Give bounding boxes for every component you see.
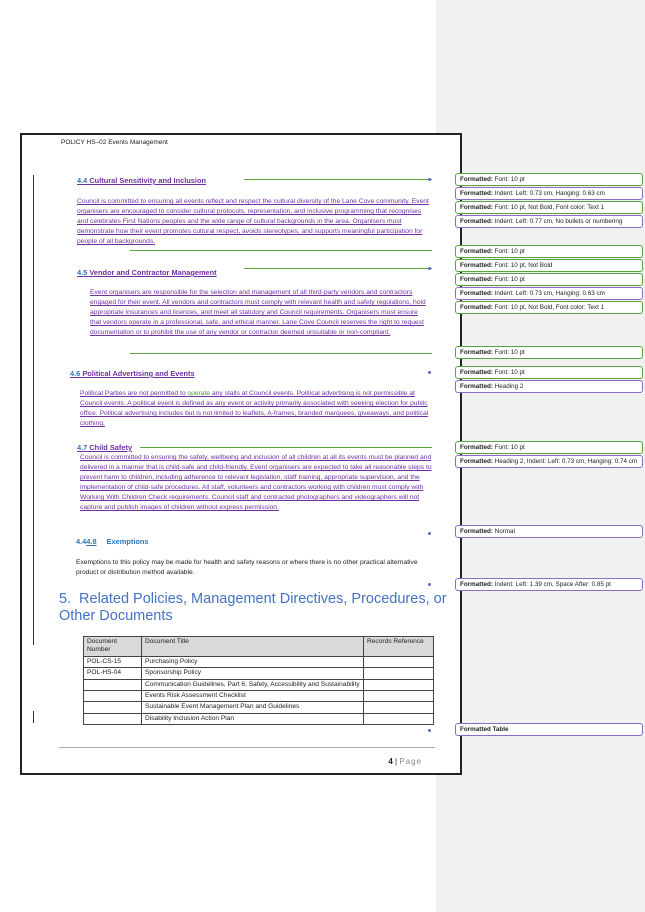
format-balloon[interactable] — [455, 173, 643, 186]
balloon-label: Formatted: — [460, 276, 493, 283]
table-cell — [364, 679, 434, 690]
balloon-label: Formatted: — [460, 290, 493, 297]
format-balloon[interactable] — [455, 187, 643, 200]
table-row — [84, 713, 434, 724]
section-title: Vendor and Contractor Management — [89, 268, 217, 277]
page-number-value: 4 — [388, 757, 393, 766]
comment-leader — [130, 250, 432, 251]
table-row — [84, 702, 434, 713]
comment-leader — [140, 447, 432, 448]
exemptions-heading — [76, 537, 149, 546]
table-cell — [84, 691, 142, 702]
balloon-detail: Font: 10 pt — [494, 176, 525, 183]
section-number: 4.6 — [70, 369, 81, 378]
comment-anchor — [428, 371, 431, 374]
table-cell — [364, 668, 434, 679]
column-header: Document Title — [142, 637, 364, 657]
balloon-detail: Indent: Left: 0.73 cm, Hanging: 0.63 cm — [494, 290, 605, 297]
table-cell — [364, 713, 434, 724]
section-4-4-heading — [77, 176, 206, 185]
related-documents-table — [83, 636, 434, 725]
column-header: Records Reference — [364, 637, 434, 657]
table-row — [84, 679, 434, 690]
section-5-heading — [59, 591, 449, 625]
body-text: any stalls at Council events. Political advertising is not permissible at Council events. A political event is defined as any event or activity primarily associated with seeking election for public office. Political advertising includes but is not limited to leaflets, A-frames, branded marquees, giveaways, and political clothing. — [80, 390, 429, 428]
balloon-label: Formatted: — [460, 349, 493, 356]
comment-anchor — [428, 729, 431, 732]
inserted-number: 4.8 — [86, 537, 97, 546]
table-cell — [364, 656, 434, 667]
table-row — [84, 691, 434, 702]
section-number: 4.7 — [77, 443, 88, 452]
format-balloon[interactable] — [455, 215, 643, 228]
balloon-detail: Heading 2 — [494, 383, 524, 390]
balloon-detail: Font: 10 pt — [494, 248, 525, 255]
section-number: 4.5 — [77, 268, 88, 277]
format-balloon[interactable] — [455, 245, 643, 258]
table-cell — [84, 679, 142, 690]
section-title: Cultural Sensitivity and Inclusion — [89, 176, 206, 185]
format-balloon[interactable] — [455, 201, 643, 214]
balloon-label: Formatted: — [460, 458, 493, 465]
balloon-detail: Font: 10 pt, Not Bold, Font color: Text 1 — [494, 304, 605, 311]
format-balloon[interactable] — [455, 380, 643, 393]
change-bar — [33, 711, 34, 723]
table-cell — [84, 713, 142, 724]
change-bar — [33, 175, 34, 645]
comment-anchor — [428, 532, 431, 535]
table-cell: Events Risk Assessment Checklist — [142, 691, 364, 702]
table-cell: Disability Inclusion Action Plan — [142, 713, 364, 724]
table-cell: Sponsorship Policy — [142, 668, 364, 679]
balloon-detail: Font: 10 pt — [494, 444, 525, 451]
document-page — [20, 133, 462, 775]
balloon-label: Formatted: — [460, 304, 493, 311]
section-title: Related Policies, Management Directives, Procedures, or Other Documents — [59, 591, 447, 624]
table-header-row — [84, 637, 434, 657]
format-balloon[interactable] — [455, 259, 643, 272]
table-row — [84, 656, 434, 667]
balloon-label: Formatted: — [460, 528, 493, 535]
comment-anchor — [428, 267, 431, 270]
balloon-label: Formatted: — [460, 262, 493, 269]
table-cell: Purchasing Policy — [142, 656, 364, 667]
comment-anchor — [428, 583, 431, 586]
section-4-5-heading — [77, 268, 217, 277]
balloon-label: Formatted: — [460, 369, 493, 376]
section-title: Political Advertising and Events — [82, 369, 195, 378]
balloon-label: Formatted: — [460, 176, 493, 183]
page-label: Page — [399, 757, 422, 766]
balloon-detail: Indent: Left: 0.73 cm, Hanging: 0.63 cm — [494, 190, 605, 197]
balloon-label: Formatted: — [460, 204, 493, 211]
section-number: 4.4 — [77, 176, 88, 185]
table-cell — [84, 702, 142, 713]
comment-anchor — [428, 178, 431, 181]
page-header: POLICY HS–02 Events Management — [61, 139, 168, 146]
table-cell: POL-HS-04 — [84, 668, 142, 679]
body-text: Political Parties are not permitted to — [80, 390, 188, 397]
tracked-insertion: operate — [187, 390, 211, 397]
format-balloon[interactable] — [455, 366, 643, 379]
section-number: 5. — [59, 591, 72, 607]
balloon-label: Formatted: — [460, 581, 493, 588]
format-balloon[interactable] — [455, 525, 643, 538]
column-header: Document Number — [84, 637, 142, 657]
exemptions-title: Exemptions — [106, 537, 149, 546]
comment-leader — [130, 353, 432, 354]
page-number — [388, 757, 422, 766]
format-balloon[interactable] — [455, 287, 643, 300]
format-balloon[interactable] — [455, 578, 643, 591]
footer-divider — [59, 747, 435, 748]
comment-leader — [244, 268, 432, 269]
balloon-label: Formatted: — [460, 248, 493, 255]
comment-leader — [244, 179, 432, 180]
section-4-7-heading — [77, 443, 132, 452]
format-balloon[interactable] — [455, 301, 643, 314]
section-4-7-body: Council is committed to ensuring the safety, wellbeing and inclusion of all children at all its events must be planned and delivered in a manner that is child-safe and child-friendly. Event organisers are expected to take all reasonable steps to prevent harm to children, including adherence to relevant legislation, staff training, appropriate supervision, and the implementation of child-safe procedures. All staff, volunteers and contractors working with children must comply with Working With Children Check requirements. Council staff and contracted photographers and videographers will not capture and publish images of children without express permission. — [80, 454, 432, 512]
section-4-6-body — [80, 389, 430, 429]
table-row — [84, 668, 434, 679]
balloon-detail: Font: 10 pt, Not Bold, Font color: Text 1 — [494, 204, 605, 211]
table-cell — [364, 702, 434, 713]
balloon-detail: Font: 10 pt — [494, 349, 525, 356]
balloon-detail: Font: 10 pt — [494, 369, 525, 376]
table-cell: POL-CS-15 — [84, 656, 142, 667]
format-balloon[interactable] — [455, 723, 643, 736]
section-title: Child Safety — [89, 443, 133, 452]
balloon-detail: Indent: Left: 0.77 cm, No bullets or numbering — [494, 218, 623, 225]
format-balloon[interactable] — [455, 273, 643, 286]
balloon-detail: Normal — [494, 528, 515, 535]
section-4-5-body: Event organisers are responsible for the selection and management of all third-party vendors and contractors engaged for their event. All vendors and contractors must comply with relevant health and safety regulations, hold appropriate insurances and licences, and meet all statutory and Council requirements. Organisers must ensure that vendors operate in a professional, safe, and ethical manner. Lane Cove Council reserves the right to request documentation or to prohibit the use of any vendor or contractor deemed unsuitable or non-compliant. — [90, 289, 426, 337]
section-4-6-heading — [70, 369, 195, 378]
balloon-label: Formatted: — [460, 190, 493, 197]
balloon-label: Formatted Table — [460, 726, 509, 733]
table-cell: Communication Guidelines, Part 6; Safety, Accessibility and Sustainability — [142, 679, 364, 690]
format-balloon[interactable] — [455, 346, 643, 359]
balloon-detail: Font: 10 pt, Not Bold — [494, 262, 553, 269]
balloon-label: Formatted: — [460, 218, 493, 225]
table-cell: Sustainable Event Management Plan and Guidelines — [142, 702, 364, 713]
balloon-detail: Font: 10 pt — [494, 276, 525, 283]
balloon-label: Formatted: — [460, 444, 493, 451]
balloon-detail: Heading 2, Indent: Left: 0.73 cm, Hanging: 0.74 cm — [494, 458, 638, 465]
balloon-label: Formatted: — [460, 383, 493, 390]
table-cell — [364, 691, 434, 702]
format-balloon[interactable] — [455, 455, 643, 468]
deleted-number: 4.4 — [76, 537, 87, 546]
section-4-4-body: Council is committed to ensuring all events reflect and respect the cultural diversity of the Lane Cove community. Event organisers are encouraged to consider cultural protocols, representation, and inclusive programming that recognises and celebrates First Nations peoples and the wide range of cultural backgrounds in the area. Organisers must demonstrate how their event promotes cultural respect, avoids stereotypes, and supports meaningful participation for people of all backgrounds. — [77, 198, 429, 246]
format-balloon[interactable] — [455, 441, 643, 454]
page-separator: | — [392, 757, 400, 766]
balloon-detail: Indent: Left: 1.39 cm, Space After: 0.85 pt — [494, 581, 611, 588]
exemptions-body: Exemptions to this policy may be made for health and safety reasons or where there is no other practical alternative product or distribution method available. — [76, 559, 418, 577]
